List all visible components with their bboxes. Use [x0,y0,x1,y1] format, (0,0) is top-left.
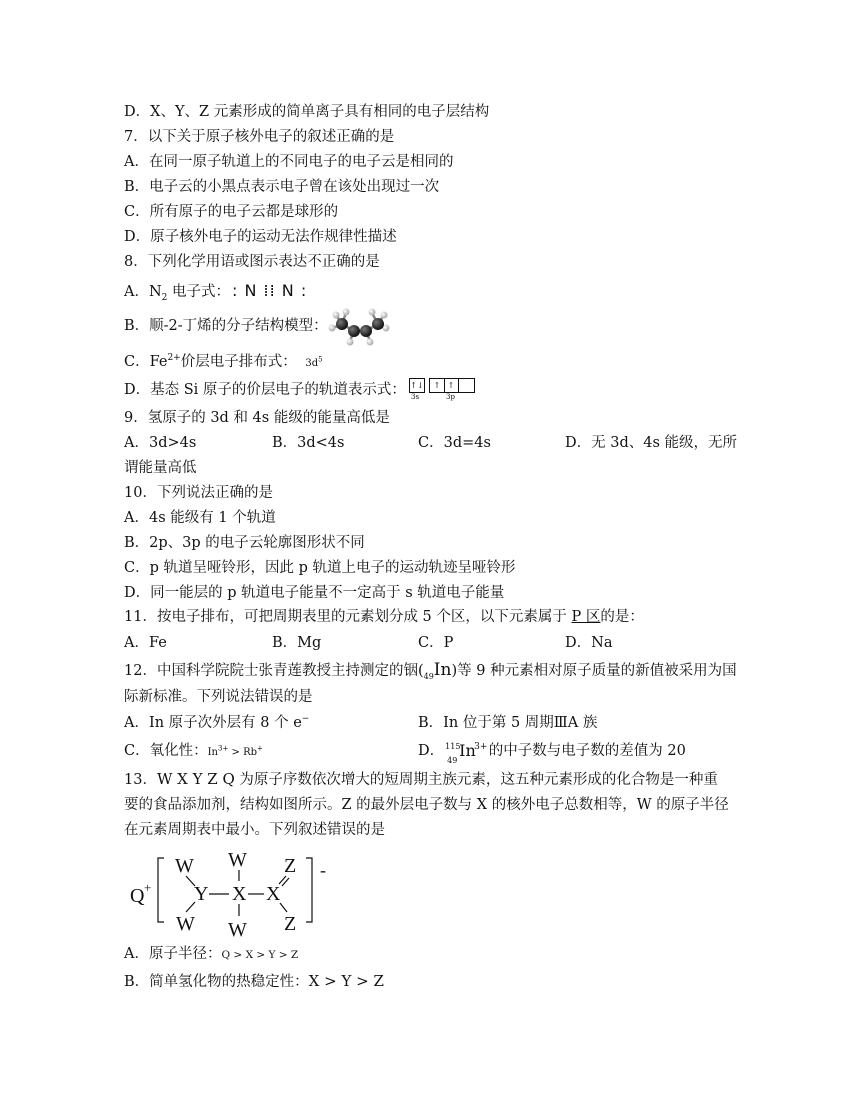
q11-option-d: D．Na [565,635,613,651]
atom-w-top: W [228,849,247,871]
stability-order: X > Y > Z [308,972,384,990]
atom-w-bottom: W [228,919,247,938]
compound-structure-diagram [126,846,336,938]
q10-option-a: A．4s 能级有 1 个轨道 [124,510,276,526]
q13-stem-cont1: 要的食品添加剂，结构如图所示。Z 的最外层电子数与 X 的核外电子总数相等，W 的原子半径 [124,797,729,813]
q8a-prefix: A．N [124,284,162,300]
q13-option-b: B．简单氢化物的热稳定性：X > Y > Z [124,972,384,990]
q9-option-d-cont: 谓能量高低 [124,460,197,476]
q12-option-d: D． 115 49 In 3+ 的中子数与电子数的差值为 20 [418,741,686,765]
q7-option-b: B．电子云的小黑点表示电子曾在该处出现过一次 [124,179,440,195]
orbital-label-3s: 3s [411,393,420,401]
q7-option-a: A．在同一原子轨道上的不同电子的电子云是相同的 [124,154,454,170]
orbital-box-3s: ↑↓ [409,378,425,393]
q8c-prefix: C．Fe [124,354,168,370]
q9-option-a: A．3d>4s [124,435,197,451]
q8-stem: 8．下列化学用语或图示表达不正确的是 [124,254,380,270]
n2-electron-formula: : N ⁞⁞ N : [232,281,308,300]
q8b-text: B．顺-2-丁烯的分子结构模型： [124,318,328,334]
q8-option-d: D．基态 Si 原子的价层电子的轨道表示式： [124,382,406,398]
q11-option-b: B．Mg [272,635,322,651]
q13-stem-cont2: 在元素周期表中最小。下列叙述错误的是 [124,822,385,838]
q12-option-a: A．In 原子次外层有 8 个 e− [124,714,310,731]
in-atomic-number: 49 [423,671,434,681]
q11-option-c: C．P [418,635,454,651]
atom-z-bottomright: Z [284,913,297,935]
atom-z-topright: Z [284,855,297,877]
q12-option-b: B．In 位于第 5 周期ⅢA 族 [418,715,598,731]
q8-option-b [124,317,328,335]
q9-option-c: C．3d=4s [418,435,491,451]
q9-option-d: D．无 3d、4s 能级，无所 [565,435,738,451]
q7-stem: 7．以下关于原子核外电子的叙述正确的是 [124,129,395,145]
right-bracket [306,858,312,922]
q11-option-a: A．Fe [124,635,167,651]
bond-y-w-top [186,876,195,886]
atom-w-bottomleft: W [176,913,195,935]
oxidizing-formula: $In^{3+} > Rb^+$ [207,744,263,758]
orbital-box-3p-2: ↑ [444,378,459,393]
q12-stem: 12．中国科学院院士张青莲教授主持测定的铟$(_{49}In)$等 9 种元素相对原子质量的新值被采用为国 [124,660,737,681]
q11-stem: 11．按电子排布，可把周期表里的元素划分成 5 个区，以下元素属于 P 区的是： [124,609,644,625]
in-nuclide: 115 49 In 3+ [445,741,488,765]
atom-w-topleft: W [175,855,194,877]
q9-stem: 9．氢原子的 3d 和 4s 能级的能量高低是 [124,410,390,426]
in-symbol: In [433,660,452,680]
q10-option-d: D．同一能层的 p 轨道电子能量不一定高于 s 轨道电子能量 [124,585,505,601]
atom-y: Y [194,883,209,905]
p-block-underlined: P 区 [571,609,601,625]
orbital-label-3p: 3p [446,393,455,401]
q12-option-c: C．氧化性：$In^{3+} > Rb^+$ [124,743,263,759]
q6-option-d: D．X、Y、Z 元素形成的简单离子具有相同的电子层结构 [124,104,490,120]
q10-option-c: C．p 轨道呈哑铃形，因此 p 轨道上电子的运动轨迹呈哑铃形 [124,560,516,576]
anion-charge: - [320,860,326,880]
bond-x-z-single [280,903,287,912]
q12-stem-cont: 际新标准。下列说法错误的是 [124,689,313,705]
electron-config: $3d^5$ [305,355,323,369]
bond-y-w-bottom [186,902,195,912]
cis-2-butene-model-image [328,304,390,346]
q8c-suffix: 价层电子排布式： [180,354,297,370]
q8-option-c [124,353,323,373]
atom-x-left: X [232,883,247,905]
atom-x-right: X [266,883,281,905]
q13-stem: 13．W X Y Z Q 为原子序数依次增大的短周期主族元素，这五种元素形成的化合物是一种重 [124,770,718,788]
q7-option-c: C．所有原子的电子云都是球形的 [124,204,339,220]
left-bracket [158,858,164,922]
q8a-subscript: 2 [161,292,168,303]
orbital-box-3p-3 [459,378,475,393]
orbital-box-3p-1: ↑ [429,378,445,393]
fe-charge: 2+ [167,353,181,364]
q7-option-d: D．原子核外电子的运动无法作规律性描述 [124,229,397,245]
cation-charge: + [144,880,152,895]
cation-q: Q [130,885,145,907]
q10-stem: 10．下列说法正确的是 [124,485,273,501]
q9-option-b: B．3d<4s [272,435,345,451]
q8a-suffix: 电子式： [167,284,231,300]
orbital-diagram [409,378,479,404]
q10-option-b: B．2p、3p 的电子云轮廓图形状不同 [124,535,365,551]
atomic-radius-order: Q > X > Y > Z [221,949,299,961]
q13-element-letters: W X Y Z Q [156,770,235,788]
q13-option-a: A．原子半径：Q > X > Y > Z [124,946,299,962]
q8-option-a [124,282,307,301]
